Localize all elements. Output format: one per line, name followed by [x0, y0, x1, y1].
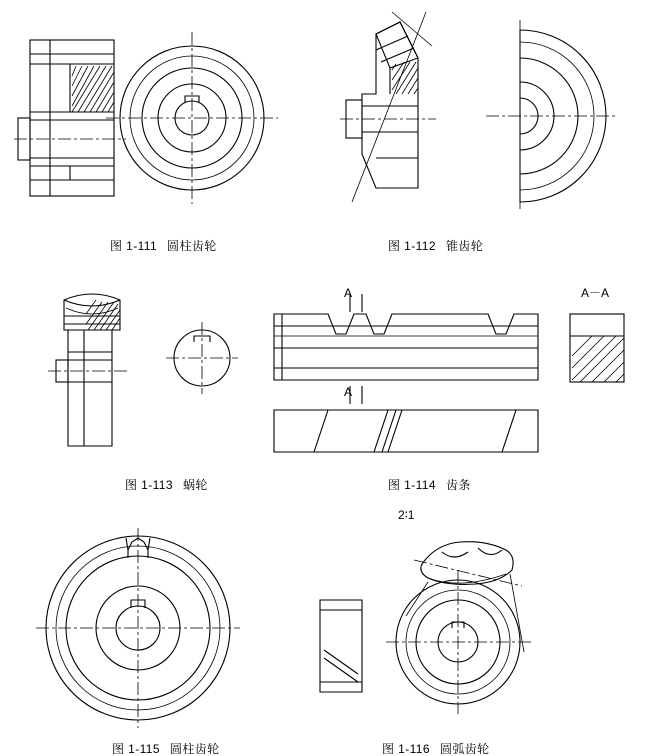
- caption-1-112-number: 图 1-112: [388, 239, 436, 253]
- figure-1-116: [310, 530, 590, 730]
- scale-note: 2∶1: [398, 508, 415, 522]
- section-view-title: A－A: [581, 286, 610, 300]
- figure-1-114-drawing: [270, 292, 640, 462]
- caption-1-113-number: 图 1-113: [125, 478, 173, 492]
- caption-1-112-name: 锥齿轮: [445, 239, 484, 253]
- figure-1-112: [340, 6, 630, 221]
- hatch-upper: [72, 66, 114, 112]
- spur-gear-end-view: [36, 528, 240, 728]
- caption-1-111: [110, 239, 217, 253]
- caption-1-113-name: 蜗轮: [182, 478, 208, 492]
- caption-1-112: [388, 239, 483, 253]
- caption-1-114-number: 图 1-114: [388, 478, 436, 492]
- figure-1-111-drawing: [14, 8, 274, 223]
- figure-1-112-drawing: [340, 6, 630, 221]
- figure-1-113: [34, 286, 264, 466]
- figure-1-113-drawing: [34, 286, 264, 466]
- caption-1-114-name: 齿条: [445, 478, 471, 492]
- rack-front-view: [274, 294, 538, 404]
- caption-1-115-name: 圆柱齿轮: [169, 742, 220, 756]
- caption-1-111-number: 图 1-111: [110, 239, 158, 253]
- caption-1-111-name: 圆柱齿轮: [167, 239, 217, 253]
- arc-gear-detail-view: [406, 542, 524, 652]
- section-arrow-label-bottom: A: [344, 385, 353, 399]
- caption-1-115: [112, 742, 220, 756]
- figure-1-114: [270, 292, 640, 462]
- figure-1-115-drawing: [34, 528, 254, 728]
- figure-1-111: [14, 8, 274, 223]
- hatch-section-AA: [572, 336, 624, 382]
- bevel-gear-section-view: [340, 12, 436, 202]
- hatch-worm: [86, 300, 120, 330]
- bevel-gear-half-view: [486, 20, 618, 212]
- caption-1-116: [382, 742, 490, 756]
- caption-1-114: [388, 478, 471, 492]
- rack-section-AA: [570, 314, 624, 382]
- figure-1-115: [34, 528, 254, 728]
- figure-1-116-drawing: [310, 530, 590, 730]
- arc-gear-end-view: [386, 570, 532, 714]
- worm-wheel-section-view: [48, 294, 130, 446]
- arc-gear-front-view: [320, 600, 362, 692]
- caption-1-116-name: 圆弧齿轮: [439, 742, 490, 756]
- caption-1-116-number: 图 1-116: [382, 742, 430, 756]
- worm-wheel-end-view: [166, 322, 238, 394]
- caption-1-115-number: 图 1-115: [112, 742, 160, 756]
- section-arrow-label-top: A: [344, 286, 353, 300]
- rack-top-view: [274, 410, 538, 452]
- caption-1-113: [125, 478, 208, 492]
- cylindrical-gear-end-view: [106, 32, 278, 204]
